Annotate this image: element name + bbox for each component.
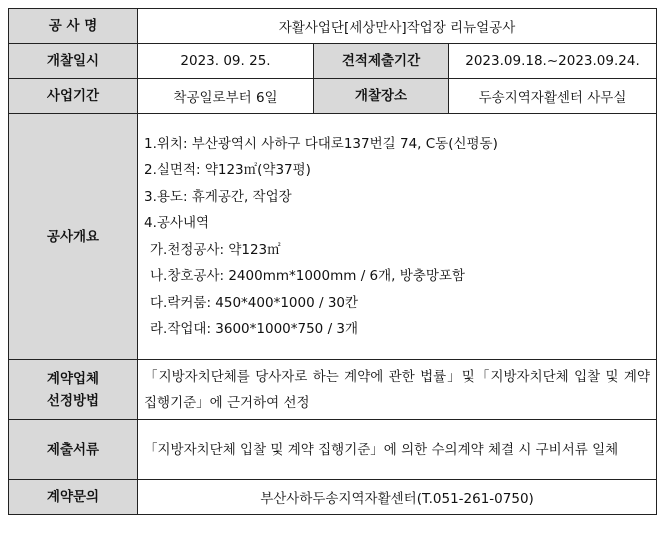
documents-row (9, 420, 657, 480)
dates-row (9, 44, 657, 79)
overview-item: 3.용도: 휴게공간, 작업장 (144, 188, 292, 205)
inquiry-row (9, 480, 657, 515)
documents-label: 제출서류 (9, 420, 138, 480)
contractor-method-text: 「지방자치단체를 당사자로 하는 계약에 관한 법률」및「지방자치단체 입찰 및 계약 집행기준」에 근거하여 선정 (144, 368, 651, 411)
overview-item: 1.위치: 부산광역시 사하구 다대로137번길 74, C동(신평동) (144, 135, 498, 152)
overview-subitem: 다.락커룸: 450*400*1000 / 30칸 (150, 294, 359, 311)
overview-subitem: 라.작업대: 3600*1000*750 / 3개 (150, 321, 359, 337)
overview-row (9, 114, 657, 360)
bid-opening-date-value: 2023. 09. 25. (138, 44, 314, 79)
project-name-label: 공 사 명 (9, 9, 138, 44)
overview-content (138, 114, 657, 360)
contractor-method-row (9, 360, 657, 420)
overview-label: 공사개요 (9, 114, 138, 360)
business-period-value: 착공일로부터 6일 (138, 79, 314, 114)
project-name-value: 자활사업단[세상만사]작업장 리뉴얼공사 (138, 9, 657, 44)
project-name-row (9, 9, 657, 44)
bid-place-label: 개찰장소 (314, 79, 449, 114)
bid-opening-date-label: 개찰일시 (9, 44, 138, 79)
overview-subitem: 나.창호공사: 2400mm*1000mm / 6개, 방충망포함 (150, 268, 465, 284)
inquiry-value: 부산사하두송지역자활센터(T.051-261-0750) (138, 480, 657, 515)
period-place-row (9, 79, 657, 114)
overview-item: 2.실면적: 약123㎡(약37평) (144, 162, 311, 178)
bid-notice-table (8, 8, 657, 515)
overview-item: 4.공사내역 (144, 215, 210, 231)
estimate-period-value: 2023.09.18.~2023.09.24. (449, 44, 657, 79)
inquiry-label: 계약문의 (9, 480, 138, 515)
documents-value (138, 420, 657, 480)
business-period-label: 사업기간 (9, 79, 138, 114)
contractor-method-label (9, 360, 138, 420)
bid-place-value: 두송지역자활센터 사무실 (449, 79, 657, 114)
overview-subitem: 가.천정공사: 약123㎡ (150, 241, 281, 258)
contractor-method-value (138, 360, 657, 420)
contractor-method-label-line1: 계약업체 (46, 370, 100, 387)
estimate-period-label: 견적제출기간 (314, 44, 449, 79)
contractor-method-label-line2: 선정방법 (46, 392, 100, 409)
documents-text: 「지방자치단체 입찰 및 계약 집행기준」에 의한 수의계약 체결 시 구비서류 일체 (144, 441, 619, 458)
